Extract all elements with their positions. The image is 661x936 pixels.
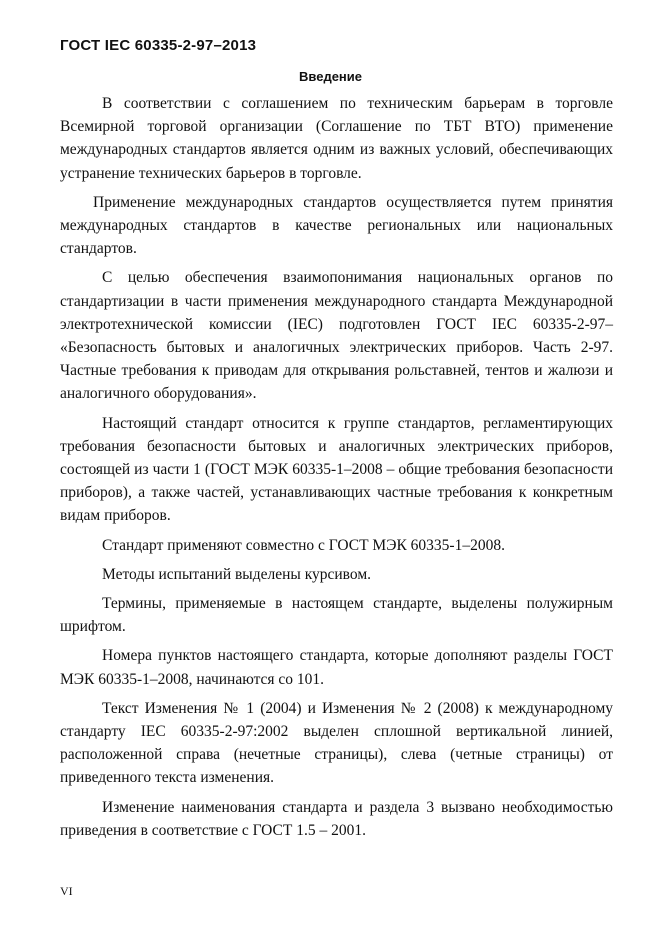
paragraph-test-methods: Методы испытаний выделены курсивом.	[102, 565, 372, 583]
section-title: Введение	[299, 69, 362, 84]
paragraph-terms: Термины, применяемые в настоящем стандарте, выделены полужирным шрифтом.	[60, 595, 613, 636]
document-header: ГОСТ IEC 60335-2-97–2013	[60, 37, 257, 54]
page-number: VI	[60, 884, 73, 898]
paragraph-title-change: Изменение наименования стандарта и раздела 3 вызвано необходимостью приведения в соответствие с ГОСТ 1.5 – 2001.	[60, 798, 613, 839]
paragraph-purpose: С целью обеспечения взаимопонимания национальных органов по стандартизации в части применения международного стандарта Международной электротехнической комиссии (IEC) подготовлен ГОСТ IEC 60335-2-97– «Безопасность бытовых и аналогичных электрических приборов. Часть 2-97. Частные требования к приводам для открывания рольставней, тентов и жалюзи и аналогичного оборудования».	[60, 269, 613, 403]
paragraph-scope: Настоящий стандарт относится к группе стандартов, регламентирующих требования безопасности бытовых и аналогичных электрических приборов, состоящей из части 1 (ГОСТ МЭК 60335-1–2008 – общие требования безопасности приборов), а также частей, устанавливающих частные требования к конкретным видам приборов.	[60, 414, 613, 525]
paragraph-joint-use: Стандарт применяют совместно с ГОСТ МЭК 60335-1–2008.	[102, 536, 505, 554]
paragraph-international-standards: Применение международных стандартов осуществляется путем принятия международных стандартов в качестве региональных или национальных стандартов.	[60, 193, 613, 258]
paragraph-clause-numbers: Номера пунктов настоящего стандарта, которые дополняют разделы ГОСТ МЭК 60335-1–2008, начинаются со 101.	[60, 647, 613, 688]
paragraph-wto-agreement: В соответствии с соглашением по техническим барьерам в торговле Всемирной торговой организации (Соглашение по ТБТ ВТО) применение международных стандартов является одним из важных условий, обеспечивающих устранение технических барьеров в торговле.	[60, 95, 613, 182]
paragraph-amendments: Текст Изменения № 1 (2004) и Изменения № 2 (2008) к международному стандарту IEC 60335-2-97:2002 выделен сплошной вертикальной линией, расположенной справа (нечетные страницы), слева (четные страницы) от приведенного текста изменения.	[60, 699, 613, 787]
body-text	[60, 92, 613, 848]
